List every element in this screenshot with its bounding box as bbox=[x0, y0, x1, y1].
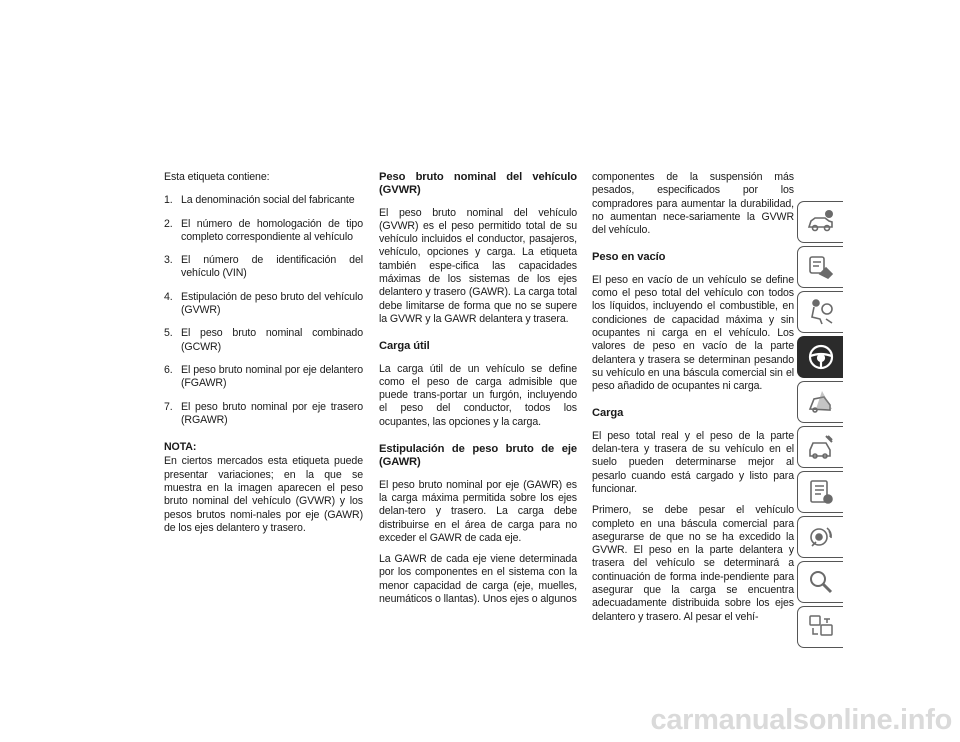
car-key-icon bbox=[806, 252, 836, 282]
chapter-tabs bbox=[797, 201, 843, 651]
heading-curb-weight: Peso en vacío bbox=[592, 251, 666, 264]
tab-steering-wheel[interactable] bbox=[797, 336, 843, 378]
list-item bbox=[164, 327, 363, 354]
list-number: 3. bbox=[164, 254, 173, 267]
note-text: En ciertos mercados esta etiqueta puede presentar variaciones; en la que se muestra en la imagen aparecen el peso bruto nominal del vehículo (GVWR) y los pesos brutos nomi-nales por eje (GAWR) de los ejes delantero y trasero. bbox=[164, 455, 363, 534]
language-index-icon bbox=[806, 612, 836, 642]
watermark: carmanualsonline.info bbox=[650, 704, 952, 736]
list-text: Estipulación de peso bruto del vehículo (GVWR) bbox=[181, 290, 363, 317]
list-number: 6. bbox=[164, 363, 173, 376]
heading-payload: Carga útil bbox=[379, 340, 430, 353]
list-text: El peso bruto nominal por eje delantero (FGAWR) bbox=[181, 363, 363, 390]
list-item bbox=[164, 194, 363, 207]
tab-multimedia[interactable] bbox=[797, 516, 843, 558]
paragraph-payload: La carga útil de un vehículo se define como el peso de carga admisible que puede trans-portar un furgón, incluyendo el peso del conductor, todos los ocupantes, las opciones y la carga. bbox=[379, 362, 577, 428]
tab-car-service[interactable] bbox=[797, 426, 843, 468]
list-number: 2. bbox=[164, 217, 173, 230]
list-number: 1. bbox=[164, 194, 173, 207]
tab-car-info[interactable] bbox=[797, 201, 843, 243]
list-item bbox=[164, 364, 363, 391]
paragraph-loading: El peso total real y el peso de la parte delan-tera y trasera de su vehículo en el suelo pueden determinarse mejor al pesarlo cuando está cargado y listo para funcionar. bbox=[592, 429, 794, 495]
list-item bbox=[164, 401, 363, 428]
tab-search[interactable] bbox=[797, 561, 843, 603]
car-info-icon bbox=[806, 207, 836, 237]
label-intro: Esta etiqueta contiene: bbox=[164, 171, 270, 183]
paragraph-gawr: El peso bruto nominal por eje (GAWR) es la carga máxima permitida sobre los ejes delan-tero y trasero. La carga debe distribuirse en el área de carga para no exceder el GAWR de cada eje. bbox=[379, 478, 577, 544]
list-item bbox=[164, 254, 363, 281]
multimedia-icon bbox=[806, 522, 836, 552]
list-item bbox=[164, 218, 363, 245]
tab-maintenance-list[interactable] bbox=[797, 471, 843, 513]
list-text: El número de homologación de tipo completo correspondiente al vehículo bbox=[181, 217, 363, 243]
list-text: El número de identificación del vehículo (VIN) bbox=[181, 254, 363, 280]
paragraph-curb-weight: El peso en vacío de un vehículo se define como el peso total del vehículo con todos los líquidos, incluyendo el combustible, en condiciones de capacidad máxima y sin ocupantes ni carga en el vehículo. Los valores de peso en vacío de la parte delantera y trasera se determinan pesando su vehículo en una báscula comercial sin el peso añadido de ocupantes ni carga. bbox=[592, 273, 794, 393]
paragraph-continuation: componentes de la suspensión más pesados, especificados por los compradores para aumentar la durabilidad, no aumentan nece-sariamente la GVWR del vehículo. bbox=[592, 171, 794, 237]
list-number: 4. bbox=[164, 290, 173, 303]
tab-car-crash-warning[interactable] bbox=[797, 381, 843, 423]
heading-loading: Carga bbox=[592, 407, 624, 420]
tab-car-key[interactable] bbox=[797, 246, 843, 288]
steering-wheel-icon bbox=[806, 342, 836, 372]
maintenance-list-icon bbox=[806, 477, 836, 507]
paragraph-weighing: Primero, se debe pesar el vehículo completo en una báscula comercial para asegurarse de que no se ha excedido la GVWR. El peso en la parte delantera y trasera del vehículo se determinará a continuación de forma inde-pendiente para asegurar que la carga se encuentra adecuadamente distribuida sobre los ejes delantero y trasero. Al pesar el vehí- bbox=[592, 504, 794, 623]
list-number: 5. bbox=[164, 327, 173, 340]
column-3 bbox=[592, 171, 794, 632]
list-text: El peso bruto nominal combinado (GCWR) bbox=[181, 327, 363, 353]
column-2 bbox=[379, 171, 577, 614]
heading-gvwr: Peso bruto nominal del vehículo (GVWR) bbox=[379, 171, 577, 197]
search-magnifier-icon bbox=[806, 567, 836, 597]
note-title: NOTA: bbox=[164, 441, 197, 454]
airbag-seat-icon bbox=[806, 297, 836, 327]
tab-airbag-seat[interactable] bbox=[797, 291, 843, 333]
label-contents-list bbox=[164, 194, 363, 427]
column-1 bbox=[164, 171, 363, 543]
tab-language-index[interactable] bbox=[797, 606, 843, 648]
heading-gawr: Estipulación de peso bruto de eje (GAWR) bbox=[379, 443, 577, 469]
paragraph-gvwr: El peso bruto nominal del vehículo (GVWR) es el peso permitido total de su vehículo incluidos el conductor, pasajeros, vehículo, opciones y carga. La etiqueta también espe-cifica las capacidades máximas de los sistemas de los ejes delantero y trasero (GAWR). La carga total debe limitarse de forma que no se supere la GVWR y la GAWR delantera y trasera. bbox=[379, 206, 577, 325]
list-number: 7. bbox=[164, 400, 173, 413]
list-text: El peso bruto nominal por eje trasero (RGAWR) bbox=[181, 400, 363, 426]
paragraph-gawr-components: La GAWR de cada eje viene determinada por los componentes en el sistema con la menor capacidad de carga (eje, muelles, neumáticos o llantas). Unos ejes o algunos bbox=[379, 553, 577, 606]
car-crash-warning-icon bbox=[806, 387, 836, 417]
list-item bbox=[164, 291, 363, 318]
list-text: La denominación social del fabricante bbox=[181, 194, 355, 207]
car-service-icon bbox=[806, 432, 836, 462]
